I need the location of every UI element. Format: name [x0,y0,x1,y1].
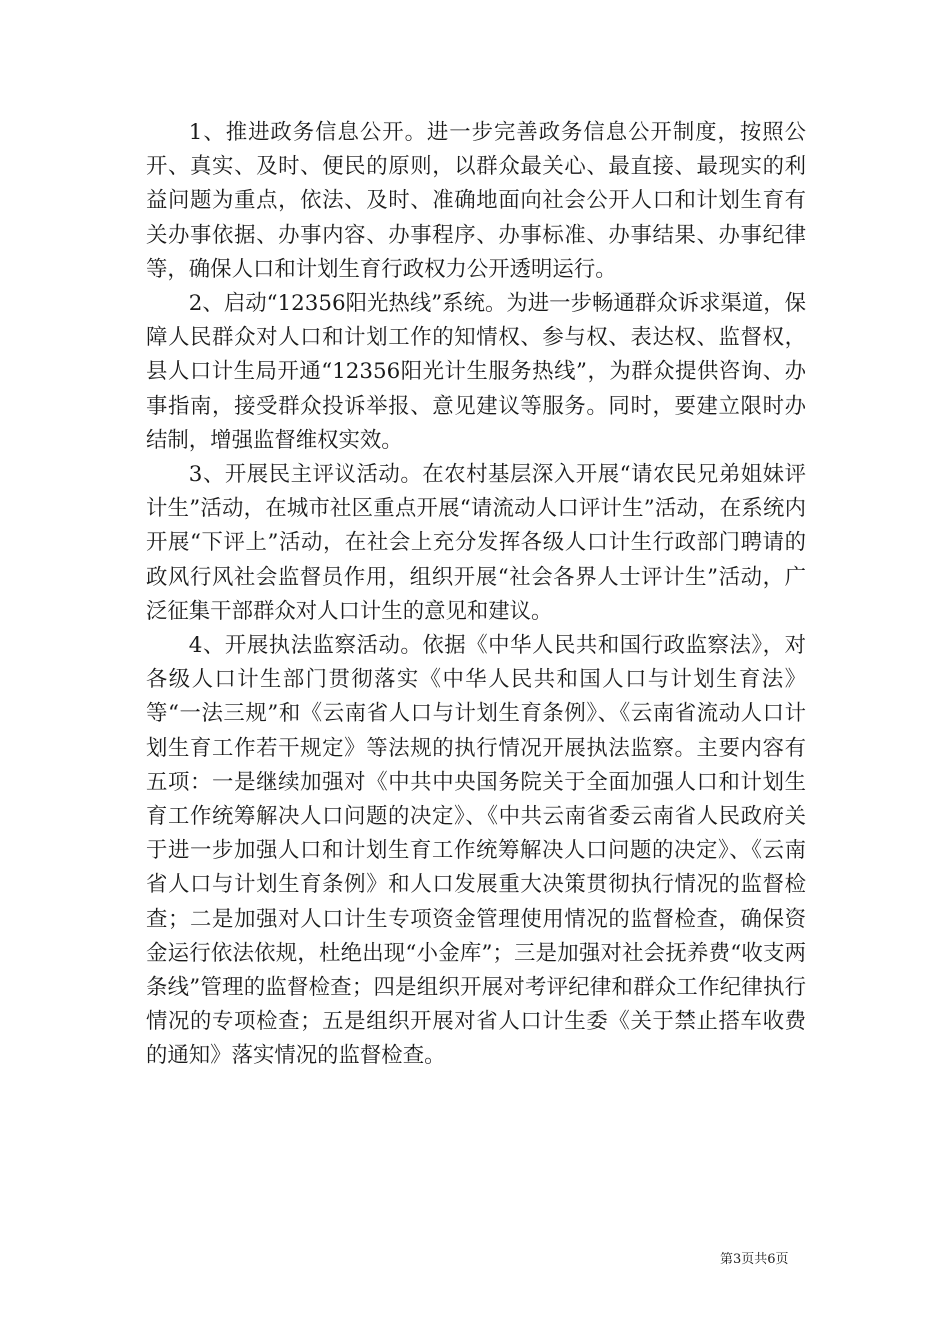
page-number: 第3页共6页 [720,1252,789,1267]
document-body [146,116,806,1074]
paragraph-2: 2、启动“12356阳光热线”系统。为进一步畅通群众诉求渠道，保障人民群众对人口和计划工作的知情权、参与权、表达权、监督权，县人口计生局开通“12356阳光计生服务热线”，为群众提供咨询、办事指南，接受群众投诉举报、意见建议等服务。同时，要建立限时办结制，增强监督维权实效。 [146,291,806,453]
paragraph-3: 3、开展民主评议活动。在农村基层深入开展“请农民兄弟姐妹评计生”活动，在城市社区重点开展“请流动人口评计生”活动，在系统内开展“下评上”活动，在社会上充分发挥各级人口计生行政部门聘请的政风行风社会监督员作用，组织开展“社会各界人士评计生”活动，广泛征集干部群众对人口计生的意见和建议。 [146,462,806,624]
paragraph-1: 1、推进政务信息公开。进一步完善政务信息公开制度，按照公开、真实、及时、便民的原则，以群众最关心、最直接、最现实的利益问题为重点，依法、及时、准确地面向社会公开人口和计划生育有关办事依据、办事内容、办事程序、办事标准、办事结果、办事纪律等，确保人口和计划生育行政权力公开透明运行。 [146,120,806,282]
paragraph-4: 4、开展执法监察活动。依据《中华人民共和国行政监察法》，对各级人口计生部门贯彻落实《中华人民共和国人口与计划生育法》等“一法三规”和《云南省人口与计划生育条例》、《云南省流动人口计划生育工作若干规定》等法规的执行情况开展执法监察。主要内容有五项：一是继续加强对《中共中央国务院关于全面加强人口和计划生育工作统筹解决人口问题的决定》、《中共云南省委云南省人民政府关于进一步加强人口和计划生育工作统筹解决人口问题的决定》、《云南省人口与计划生育条例》和人口发展重大决策贯彻执行情况的监督检查；二是加强对人口计生专项资金管理使用情况的监督检查，确保资金运行依法依规，杜绝出现“小金库”；三是加强对社会抚养费“收支两条线”管理的监督检查；四是组织开展对考评纪律和群众工作纪律执行情况的专项检查；五是组织开展对省人口计生委《关于禁止搭车收费的通知》落实情况的监督检查。 [146,633,806,1069]
